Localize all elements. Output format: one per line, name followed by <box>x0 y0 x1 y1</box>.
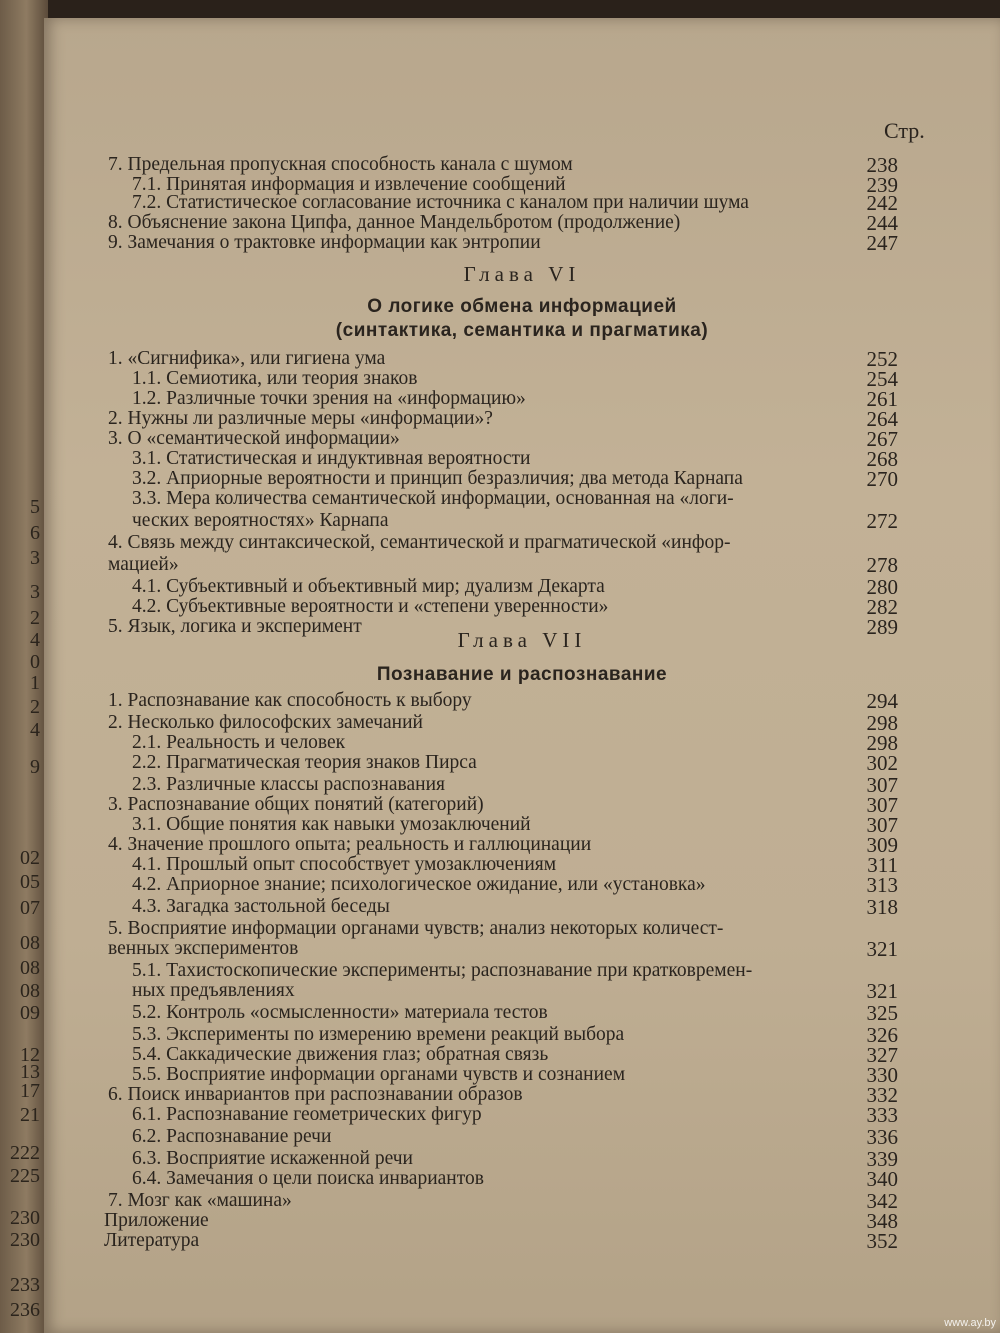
toc-entry <box>44 1044 1000 1066</box>
toc-entry-text: 4.2. Априорное знание; психологическое ожидание, или «установка» <box>132 874 706 895</box>
toc-page-number: 302 <box>866 751 898 775</box>
toc-entry-text: 6.4. Замечания о цели поиска инвариантов <box>132 1168 484 1189</box>
toc-entry-text: 7. Предельная пропускная способность канала с шумом <box>108 154 573 175</box>
chapter-6-title-line1: О логике обмена информацией <box>367 296 677 317</box>
toc-page-number: 307 <box>866 813 898 837</box>
toc-page-number: 264 <box>866 407 898 431</box>
margin-number: 3 <box>30 547 40 569</box>
toc-page-number: 238 <box>866 153 898 177</box>
toc-entry <box>44 854 1000 876</box>
margin-number: 236 <box>10 1299 40 1321</box>
margin-number: 222 <box>10 1142 40 1164</box>
toc-page-number: 268 <box>866 447 898 471</box>
margin-number: 1 <box>30 672 40 694</box>
toc-page-number: 336 <box>866 1125 898 1149</box>
margin-number: 230 <box>10 1207 40 1229</box>
toc-entry <box>44 388 1000 410</box>
toc-entry <box>44 554 1000 576</box>
toc-entry <box>44 232 1000 254</box>
margin-number: 12 <box>20 1044 40 1066</box>
toc-entry <box>44 348 1000 370</box>
toc-entry-text: Литература <box>104 1230 200 1251</box>
toc-entry-text: 7.2. Статистическое согласование источника с каналом при наличии шума <box>132 192 749 213</box>
toc-page-number: 252 <box>866 347 898 371</box>
toc-entry <box>44 192 1000 214</box>
toc-page-number: 327 <box>866 1043 898 1067</box>
toc-entry <box>44 1084 1000 1106</box>
toc-entry-text: мацией» <box>108 554 179 575</box>
toc-page-number: 272 <box>866 509 898 533</box>
toc-page-number: 270 <box>866 467 898 491</box>
toc-page-number: 239 <box>866 173 898 197</box>
toc-entry <box>44 576 1000 598</box>
margin-number: 02 <box>20 847 40 869</box>
chapter-6-title-line2: (синтактика, семантика и прагматика) <box>335 320 709 341</box>
toc-entry-text: 5. Восприятие информации органами чувств; анализ некоторых количест- <box>108 918 724 939</box>
toc-entry <box>44 428 1000 450</box>
margin-number: 13 <box>20 1061 40 1083</box>
margin-number: 05 <box>20 871 40 893</box>
margin-number: 4 <box>30 719 40 741</box>
toc-entry-text: 3.2. Априорные вероятности и принцип безразличия; два метода Карнапа <box>132 468 743 489</box>
margin-number: 07 <box>20 897 40 919</box>
toc-entry-text: 2.3. Различные классы распознавания <box>132 774 445 795</box>
toc-entry-text: 3.3. Мера количества семантической информации, основанная на «логи- <box>132 488 734 509</box>
toc-entry <box>44 1148 1000 1170</box>
toc-entry-text: 4. Связь между синтаксической, семантической и прагматической «инфор- <box>108 532 731 553</box>
toc-entry-text: 5.3. Эксперименты по измерению времени реакций выбора <box>132 1024 625 1045</box>
toc-entry <box>44 510 1000 532</box>
toc-page-number: 247 <box>866 231 898 255</box>
book-page <box>44 18 1000 1333</box>
toc-entry-text: 6. Поиск инвариантов при распознавании образов <box>108 1084 523 1105</box>
toc-entry-text: 7. Мозг как «машина» <box>108 1190 292 1211</box>
toc-entry <box>44 468 1000 490</box>
watermark-text: www.ay.by <box>944 1317 996 1329</box>
toc-entry <box>44 488 1000 510</box>
toc-page-number: 267 <box>866 427 898 451</box>
adjacent-page-edge <box>0 0 48 1333</box>
toc-page-number: 282 <box>866 595 898 619</box>
toc-entry-text: Приложение <box>104 1210 209 1231</box>
toc-entry-text: 5. Язык, логика и эксперимент <box>108 616 362 637</box>
toc-entry-text: 1.2. Различные точки зрения на «информацию» <box>132 388 526 409</box>
toc-entry-text: 3.1. Общие понятия как навыки умозаключений <box>132 814 531 835</box>
toc-entry <box>44 1230 1000 1252</box>
toc-entry-text: 4.2. Субъективные вероятности и «степени уверенности» <box>132 596 609 617</box>
toc-entry-text: ческих вероятностях» Карнапа <box>132 510 389 531</box>
margin-number: 225 <box>10 1165 40 1187</box>
chapter-7-label: Глава VII <box>457 628 587 652</box>
toc-page-number: 321 <box>866 979 898 1003</box>
toc-page-number: 318 <box>866 895 898 919</box>
toc-page-number: 330 <box>866 1063 898 1087</box>
toc-entry <box>44 732 1000 754</box>
toc-page-number: 280 <box>866 575 898 599</box>
toc-entry-text: ных предъявлениях <box>132 980 295 1001</box>
toc-page-number: 261 <box>866 387 898 411</box>
toc-page-number: 244 <box>866 211 898 235</box>
toc-page-number: 325 <box>866 1001 898 1025</box>
toc-page-number: 289 <box>866 615 898 639</box>
toc-page-number: 313 <box>866 873 898 897</box>
toc-entry-text: 2. Нужны ли различные меры «информации»? <box>108 408 493 429</box>
toc-page-number: 278 <box>866 553 898 577</box>
margin-number: 2 <box>30 607 40 629</box>
toc-entry-text: венных экспериментов <box>108 938 299 959</box>
toc-entry-text: 7.1. Принятая информация и извлечение сообщений <box>132 174 566 195</box>
toc-entry <box>44 154 1000 176</box>
toc-entry-text: 6.2. Распознавание речи <box>132 1126 332 1147</box>
toc-entry-text: 6.1. Распознавание геометрических фигур <box>132 1104 482 1125</box>
toc-entry-text: 8. Объяснение закона Ципфа, данное Мандельбротом (продолжение) <box>108 212 681 233</box>
toc-page-number: 342 <box>866 1189 898 1213</box>
toc-entry <box>44 408 1000 430</box>
toc-entry <box>44 752 1000 774</box>
toc-entry <box>44 690 1000 712</box>
margin-number: 6 <box>30 522 40 544</box>
toc-entry <box>44 212 1000 234</box>
toc-page-number: 352 <box>866 1229 898 1253</box>
toc-entry-text: 4.1. Прошлый опыт способствует умозаключениям <box>132 854 557 875</box>
toc-page-number: 309 <box>866 833 898 857</box>
margin-number: 3 <box>30 581 40 603</box>
margin-number: 17 <box>20 1080 40 1102</box>
toc-entry <box>44 368 1000 390</box>
page-column-label: Стр. <box>884 118 925 143</box>
toc-entry <box>44 918 1000 940</box>
toc-page-number: 294 <box>866 689 898 713</box>
toc-page-number: 242 <box>866 191 898 215</box>
toc-entry <box>44 960 1000 982</box>
toc-entry <box>44 1024 1000 1046</box>
toc-entry-text: 6.3. Восприятие искаженной речи <box>132 1148 413 1169</box>
toc-entry-text: 2.1. Реальность и человек <box>132 732 346 753</box>
toc-entry-text: 3.1. Статистическая и индуктивная вероятности <box>132 448 531 469</box>
margin-number: 5 <box>30 496 40 518</box>
toc-entry <box>44 1064 1000 1086</box>
toc-page-number: 326 <box>866 1023 898 1047</box>
toc-entry <box>44 834 1000 856</box>
toc-entry-text: 2. Несколько философских замечаний <box>108 712 423 733</box>
toc-page-number: 321 <box>866 937 898 961</box>
margin-number: 4 <box>30 629 40 651</box>
toc-entry-text: 5.5. Восприятие информации органами чувств и сознанием <box>132 1064 626 1085</box>
toc-entry <box>44 794 1000 816</box>
margin-number: 2 <box>30 696 40 718</box>
margin-number: 0 <box>30 651 40 673</box>
toc-entry <box>44 596 1000 618</box>
toc-entry <box>44 896 1000 918</box>
toc-entry <box>44 1002 1000 1024</box>
toc-page-number: 311 <box>867 853 898 877</box>
margin-number: 9 <box>30 756 40 778</box>
toc-page-number: 339 <box>866 1147 898 1171</box>
toc-entry <box>44 712 1000 734</box>
toc-page-number: 340 <box>866 1167 898 1191</box>
toc-page-number: 298 <box>866 711 898 735</box>
toc-entry <box>44 1126 1000 1148</box>
margin-number: 08 <box>20 980 40 1002</box>
chapter-6-label: Глава VI <box>463 262 581 286</box>
toc-entry-text: 1. Распознавание как способность к выбору <box>108 690 472 711</box>
toc-entry-text: 9. Замечания о трактовке информации как энтропии <box>108 232 541 253</box>
toc-entry <box>44 1104 1000 1126</box>
toc-entry-text: 4. Значение прошлого опыта; реальность и галлюцинации <box>108 834 592 855</box>
toc-entry <box>44 532 1000 554</box>
toc-page-number: 307 <box>866 773 898 797</box>
toc-entry-text: 1.1. Семиотика, или теория знаков <box>132 368 418 389</box>
toc-page-number: 254 <box>866 367 898 391</box>
toc-entry-text: 4.1. Субъективный и объективный мир; дуализм Декарта <box>132 576 605 597</box>
toc-page-number: 332 <box>866 1083 898 1107</box>
margin-number: 08 <box>20 932 40 954</box>
toc-entry-text: 5.2. Контроль «осмысленности» материала тестов <box>132 1002 548 1023</box>
chapter-7-title: Познавание и распознавание <box>376 664 668 685</box>
toc-entry <box>44 1210 1000 1232</box>
toc-page-number: 333 <box>866 1103 898 1127</box>
margin-number: 21 <box>20 1104 40 1126</box>
toc-page-number: 348 <box>866 1209 898 1233</box>
toc-entry-text: 4.3. Загадка застольной беседы <box>132 896 390 917</box>
toc-entry <box>44 1190 1000 1212</box>
toc-entry-text: 2.2. Прагматическая теория знаков Пирса <box>132 752 477 773</box>
toc-entry <box>44 448 1000 470</box>
toc-entry-text: 3. О «семантической информации» <box>108 428 400 449</box>
toc-page-number: 298 <box>866 731 898 755</box>
toc-entry-text: 3. Распознавание общих понятий (категорий) <box>108 794 484 815</box>
toc-entry <box>44 774 1000 796</box>
margin-number: 230 <box>10 1229 40 1251</box>
toc-entry <box>44 874 1000 896</box>
toc-entry <box>44 1168 1000 1190</box>
margin-number: 233 <box>10 1274 40 1296</box>
toc-entry-text: 5.4. Саккадические движения глаз; обратная связь <box>132 1044 549 1065</box>
toc-entry <box>44 980 1000 1002</box>
toc-entry <box>44 938 1000 960</box>
toc-page-number: 307 <box>866 793 898 817</box>
margin-number: 09 <box>20 1002 40 1024</box>
toc-entry-text: 5.1. Тахистоскопические эксперименты; распознавание при кратковремен- <box>132 960 753 981</box>
toc-entry-text: 1. «Сигнифика», или гигиена ума <box>108 348 386 369</box>
margin-number: 08 <box>20 957 40 979</box>
toc-entry <box>44 814 1000 836</box>
